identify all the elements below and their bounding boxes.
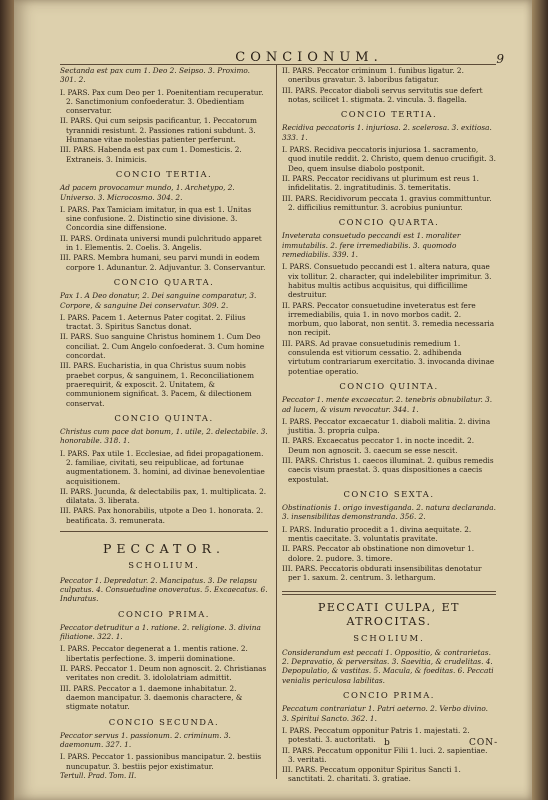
- section-heading: CONCIO SEXTA.: [343, 488, 435, 499]
- paragraph: I. PARS. Consuetudo peccandi est 1. altera natura, quae vix tollitur. 2. character, qui indelebiliter imprimitur. 3. habitus multis actibus acquisitus, qui difficillime destruitur.: [282, 262, 492, 300]
- paragraph: II. PARS. Jucunda, & delectabilis pax, 1. multiplicata. 2. dilatata. 3. liberata.: [60, 486, 267, 506]
- section-heading: CONCIO PRIMA.: [343, 690, 435, 701]
- paragraph: I. PARS. Peccator excaecatur 1. diaboli malitia. 2. divina justitia. 3. propria culpa.: [282, 416, 491, 436]
- signature-mark: b: [384, 738, 390, 748]
- section-heading: CONCIO QUARTA.: [113, 276, 215, 287]
- paragraph: III. PARS. Peccatoris obdurati insensibilitas denotatur per 1. saxum. 2. centrum. 3. lethargum.: [282, 563, 482, 583]
- paragraph: II. PARS. Ordinata universi mundi pulchritudo apparet in 1. Elementis. 2. Coelis. 3. Angelis.: [60, 233, 262, 253]
- section-heading: CONCIO QUARTA.: [338, 217, 440, 228]
- left-column: [60, 66, 268, 781]
- paragraph: III. PARS. Recidivorum peccata 1. gravius committuntur. 2. difficilius remittuntur. 3. acrobius puniuntur.: [282, 193, 492, 212]
- paragraph: II. PARS. Excaecatus peccator 1. in nocte incedit. 2. Deum non agnoscit. 3. caecum se esse nescit.: [282, 436, 475, 455]
- section-heading: CONCIO QUINTA.: [339, 380, 439, 391]
- paragraph: I. PARS. Pax Tamiciam imitatur, in qua est 1. Unitas sine confusione. 2. Distinctio sine divisione. 3. Concordia sine diffensione.: [60, 204, 252, 233]
- paragraph: III. PARS. Peccator diaboli servus servitutis sue defert notas, scilicet 1. stigmata. 2. vincula. 3. flagella.: [282, 85, 483, 104]
- catchword: CON-: [469, 738, 499, 748]
- section-heading: CONCIO SECUNDA.: [108, 716, 220, 727]
- summary: Inveterata consuetudo peccandi est 1. moraliter immutabilis. 2. fere irremediabilis. 3. quomodo remediabilis. 339. 1.: [282, 231, 461, 260]
- paragraph: I. PARS. Pacem 1. Aeternus Pater cogitat. 2. Filius tractat. 3. Spiritus Sanctus donat.: [60, 312, 246, 332]
- scholium-heading: SCHOLIUM.: [128, 560, 200, 571]
- paragraph: I. PARS. Pax utile 1. Ecclesiae, ad fidei propagationem. 2. familiae, civitati, seu reipublicae, ad fortunae augmentationem. 3. homini, ad divinae benevolentiae acquisitionem.: [60, 448, 265, 486]
- book-spine-shadow: [0, 0, 14, 800]
- paragraph: II. PARS. Peccator recidivans ut plurimum est reus 1. infidelitatis. 2. ingratitudinis. 3. temeritatis.: [282, 173, 479, 193]
- paragraph: III. PARS. Membra humani, seu parvi mundi in eodem corpore 1. Adunantur. 2. Adjuvantur. 3. Conservantur.: [60, 253, 266, 272]
- book-page: [14, 0, 532, 800]
- book-edge: [532, 0, 548, 800]
- paragraph: III. PARS. Eucharistia, in qua Christus suum nobis praebet corpus, & sanguinem, 1. Reconciliationem praerequirit, & exposcit. 2. Unitatem, & communionem significat. 3. Pacem, & dilectionem conservat.: [60, 361, 254, 408]
- summary: Peccatum contrariatur 1. Patri aeterno. 2. Verbo divino. 3. Spiritui Sancto. 362. 1.: [282, 704, 488, 723]
- summary: Peccator 1. Depredatur. 2. Mancipatus. 3. De relapsu culpatus. 4. Consuetudine onoveratus. 5. Excaecatus. 6. Induratus.: [60, 575, 268, 604]
- paragraph: I. PARS. Induratio procedit a 1. divina aequitate. 2. mentis caecitate. 3. voluntatis pravitate.: [282, 524, 472, 544]
- paragraph: I. PARS. Peccator degenerat a 1. mentis ratione. 2. libertatis perfectione. 3. imperii dominatione.: [60, 644, 248, 663]
- section-heading: CONCIO TERTIA.: [115, 168, 213, 179]
- summary: Considerandum est peccati 1. Oppositio, & contrarietas. 2. Depravatio, & perversitas. 3. Saevitia, & crudelitas. 4. Depopulatio, & vastitas. 5. Macula, & foeditas. 6. Peccati venialis periculosa labilitas.: [282, 647, 494, 685]
- signature-line: Tertull. Prad. Tom. II.: [60, 772, 137, 780]
- paragraph: II. PARS. Peccator consuetudine inveteratus est fere irremediabilis, quia 1. in novo morbos cadit. 2. morbum, quo laborat, non sentit. 3. remedia necessaria non recipit.: [282, 300, 495, 338]
- summary: Peccator 1. mente excaecatur. 2. tenebris obnubilatur. 3. ad lucem, & visum revocatur. 344. 1.: [282, 395, 493, 414]
- section-heading: CONCIO PRIMA.: [118, 608, 210, 619]
- summary: Peccator servus 1. passionum. 2. criminum. 3. daemonum. 327. 1.: [60, 730, 231, 750]
- paragraph: II. PARS. Peccator ab obstinatione non dimovetur 1. dolore. 2. pudore. 3. timore.: [282, 544, 475, 563]
- paragraph: II. PARS. Suo sanguine Christus hominem 1. Cum Deo conciliat. 2. Cum Angelo confoederat. 3. Cum homine concordat.: [60, 332, 265, 361]
- chapter-heading: PECCATI CULPA, ET ATROCITAS.: [318, 600, 460, 628]
- paragraph: III. PARS. Ad pravae consuetudinis remedium 1. consulenda est vitiorum cessatio. 2. adhibenda virtutum contrariarum exercitatio. 3. invocanda divinae potentiae operatio.: [282, 338, 495, 376]
- paragraph: I. PARS. Peccator 1. passionibus mancipatur. 2. bestiis nuncupatur. 3. bestiis pejor existimatur.: [60, 752, 262, 771]
- summary: Sectanda est pax cum 1. Deo 2. Seipso. 3. Proximo. 301. 2.: [60, 66, 250, 85]
- paragraph: II. PARS. Peccator 1. Deum non agnoscit. 2. Christianas veritates non credit. 3. idololatriam admittit.: [60, 664, 267, 683]
- right-column: [282, 66, 499, 785]
- paragraph: I. PARS. Pax cum Deo per 1. Poenitentiam recuperatur. 2. Sanctimonium confoederatur. 3. Obedientiam conservatur.: [60, 87, 264, 116]
- section-divider: [60, 531, 268, 532]
- summary: Recidiva peccatoris 1. injuriosa. 2. scelerosa. 3. exitiosa. 333. 1.: [282, 123, 492, 142]
- paragraph: III. PARS. Pax honorabilis, utpote a Deo 1. honorata. 2. beatificata. 3. remunerata.: [60, 506, 264, 525]
- scholium-heading: SCHOLIUM.: [353, 632, 425, 643]
- section-heading: CONCIO TERTIA.: [340, 109, 438, 120]
- chapter-heading: PECCATOR.: [103, 541, 225, 557]
- page-number: 9: [496, 52, 504, 66]
- summary: Ad pacem provocamur mundo, 1. Archetypo, 2. Universo. 3. Microcosmo. 304. 2.: [60, 183, 235, 202]
- paragraph: III. PARS. Peccator a 1. daemone inhabitatur. 2. daemon mancipatur. 3. daemonis charactere, & stigmate notatur.: [60, 683, 243, 712]
- paragraph: II. PARS. Qui cum seipsis pacificantur, 1. Peccatorum tyrannidi resistunt. 2. Passiones rationi subdunt. 3. Humanae vitae molestias patienter perferunt.: [60, 116, 257, 145]
- running-title: CONCIONUM.: [235, 50, 383, 65]
- paragraph: II. PARS. Peccator criminum 1. funibus ligatur. 2. oneribus gravatur. 3. laboribus fatigatur.: [282, 66, 464, 85]
- summary: Peccator detruditur a 1. ratione. 2. religione. 3. divina filiatione. 322. 1.: [60, 622, 261, 642]
- summary: Obstinationis 1. origo investiganda. 2. natura declaranda. 3. insensibilitas demonstranda. 356. 2.: [282, 503, 496, 522]
- paragraph: III. PARS. Habenda est pax cum 1. Domesticis. 2. Extraneis. 3. Inimicis.: [60, 145, 242, 164]
- column-divider: [276, 64, 277, 779]
- summary: Pax 1. A Deo donatur, 2. Dei sanguine comparatur, 3. Corpore, & sanguine Dei conservatur. 309. 2.: [60, 291, 257, 310]
- paragraph: III. PARS. Christus 1. caecos illuminat. 2. quibus remedis caecis visum praestat. 3. quas dispositiones a caecis expostulat.: [282, 455, 494, 484]
- summary: Christus cum pace dat bonum, 1. utile, 2. delectabile. 3. honorabile. 318. 1.: [60, 427, 268, 446]
- paragraph: I. PARS. Recidiva peccatoris injuriosa 1. sacramento, quod inutile reddit. 2. Christo, quem denuo crucifigit. 3. Deo, quem insulse diabolo postponit.: [282, 145, 497, 173]
- paragraph: III. PARS. Peccatum opponitur Spiritus Sancti 1. sanctitati. 2. charitati. 3. gratiae.: [282, 765, 461, 784]
- section-heading: CONCIO QUINTA.: [114, 412, 214, 423]
- paragraph: I. PARS. Peccatum opponitur Patris 1. majestati. 2. potestati. 3. auctoritati.: [282, 725, 470, 745]
- section-divider: [282, 591, 496, 595]
- paragraph: II. PARS. Peccatum opponitur Filii 1. luci. 2. sapientiae. 3. veritati.: [282, 745, 488, 764]
